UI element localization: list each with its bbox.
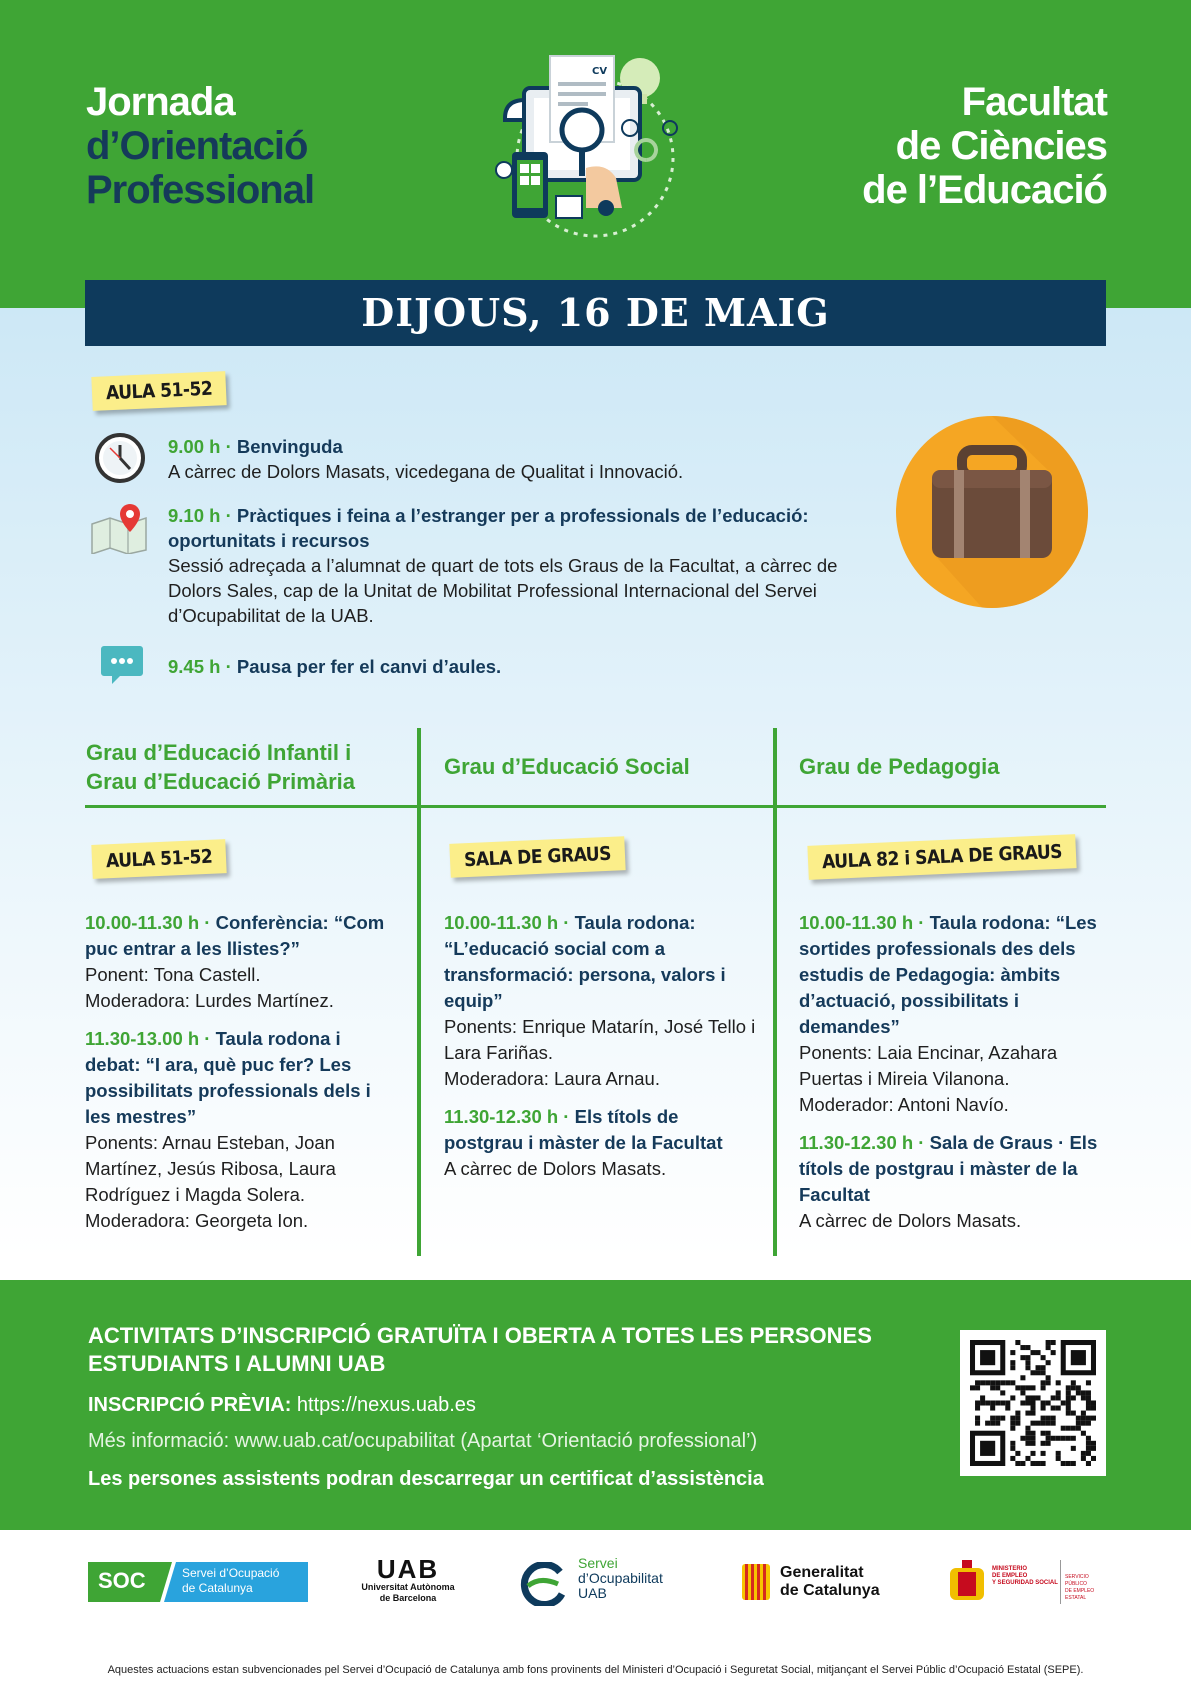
sepe-name [1060, 1560, 1106, 1604]
session-title: Sala de Graus · Els títols de postgrau i màster de la Facultat [799, 1132, 1098, 1205]
gen-name-2: de Catalunya [780, 1582, 880, 1599]
session-line: Ponents: Enrique Matarín, José Tello i Lara Fariñas. [444, 1016, 756, 1063]
generalitat-name [780, 1564, 880, 1600]
so-name-1: Servei [578, 1555, 618, 1571]
ministerio-logo [946, 1556, 1106, 1606]
session-time: 10.00-11.30 h [85, 912, 200, 933]
column-heading-infantil-primaria: Grau d’Educació Infantil i Grau d’Educació Primària [86, 740, 355, 794]
briefcase-icon [892, 412, 1092, 612]
session-line: Moderadora: Georgeta Ion. [85, 1210, 309, 1231]
event-title-line-2: d’Orientació [86, 124, 308, 168]
agenda-desc: Sessió adreçada a l’alumnat de quart de tots els Graus de la Facultat, a càrrec de Dolors Sales, cap de la Unitat de Mobilitat Professional Internacional del Servei d’Ocupabilitat de la UAB. [168, 555, 838, 626]
servei-ocupabilitat-logo [516, 1556, 696, 1606]
registration-line [88, 1392, 476, 1418]
session-title: Taula rodona: “Les sortides professionals des dels estudis de Pedagogia: àmbits d’actuació, possibilitats i demandes” [799, 912, 1097, 1037]
session-item: 11.30-13.00 h · Taula rodona i debat: “I ara, què puc fer? Les possibilitats professionals dels i les mestres” Ponents: Arnau Esteban, Joan Martínez, Jesús Ribosa, Laura Rodríguez i Magda Solera. Moderadora: Georgeta Ion. [85, 1028, 371, 1231]
uab-logo [358, 1556, 458, 1604]
event-title [86, 80, 314, 212]
session-line: Moderador: Antoni Navío. [799, 1094, 1009, 1115]
session-line: A càrrec de Dolors Masats. [444, 1158, 667, 1179]
servei-ocupabilitat-name [578, 1556, 663, 1601]
column-sessions-1 [85, 910, 397, 1246]
session-line: A càrrec de Dolors Masats. [799, 1210, 1022, 1231]
session-title: Taula rodona: “L’educació social com a transformació: persona, valors i equip” [444, 912, 726, 1011]
agenda-item-welcome: 9.00 h · Benvinguda A càrrec de Dolors Masats, vicedegana de Qualitat i Innovació. [168, 434, 868, 484]
session-time: 11.30-12.30 h [444, 1106, 559, 1127]
session-line: Ponents: Arnau Esteban, Joan Martínez, Jesús Ribosa, Laura Rodríguez i Magda Solera. [85, 1132, 336, 1205]
clock-icon [94, 432, 146, 484]
column-sessions-2 [444, 910, 756, 1194]
column-heading-pedagogia: Grau de Pedagogia [799, 754, 1000, 779]
soc-logo [88, 1562, 308, 1602]
session-title: Conferència: “Com puc entrar a les llistes?” [85, 912, 385, 959]
faculty-title-line-2: de Ciències [895, 124, 1107, 168]
room-tag-label: AULA 51-52 [91, 371, 227, 411]
agenda-time: 9.00 h [168, 436, 221, 457]
session-time: 10.00-11.30 h [799, 912, 914, 933]
agenda-item-abroad: 9.10 h · Pràctiques i feina a l’estranger per a professionals de l’educació: oportunitats i recursos Sessió adreçada a l’alumnat de quart de tots els Graus de la Facultat, a càrrec de Dolors Sales, cap de la Unitat de Mobilitat Professional Internacional del Servei d’Ocupabilitat de la UAB. [168, 503, 868, 628]
servei-ocupabilitat-mark [516, 1562, 566, 1606]
soc-logo-abbr: SOC [98, 1568, 146, 1593]
agenda-title: Pràctiques i feina a l’estranger per a professionals de l’educació: oportunitats i recursos [168, 505, 809, 551]
agenda-desc: A càrrec de Dolors Masats, vicedegana de Qualitat i Innovació. [168, 461, 684, 482]
faculty-title-line-3: de l’Educació [862, 168, 1107, 212]
column-header-underline [85, 805, 1106, 808]
so-name-2: d’Ocupabilitat [578, 1570, 663, 1586]
faculty-title-line-1: Facultat [961, 80, 1107, 124]
min-name-2: DE EMPLEO [992, 1573, 1028, 1579]
qr-code[interactable] [960, 1330, 1106, 1476]
generalitat-logo [742, 1562, 902, 1602]
session-item: 11.30-12.30 h · Els títols de postgrau i màster de la Facultat A càrrec de Dolors Masats. [444, 1106, 723, 1179]
svg-text:CV: CV [592, 66, 608, 77]
column-sessions-3 [799, 910, 1111, 1246]
session-time: 11.30-12.30 h [799, 1132, 914, 1153]
agenda-time: 9.10 h [168, 505, 221, 526]
agenda-item-break: 9.45 h · Pausa per fer el canvi d’aules. [168, 656, 502, 677]
room-tag-morning [92, 374, 226, 408]
session-item: 10.00-11.30 h · Conferència: “Com puc entrar a les llistes?” Ponent: Tona Castell. Moderadora: Lurdes Martínez. [85, 912, 385, 1011]
session-time: 11.30-13.00 h [85, 1028, 200, 1049]
soc-logo-name-2: de Catalunya [182, 1581, 253, 1595]
event-title-line-3: Professional [86, 168, 315, 212]
session-line: Moderadora: Laura Arnau. [444, 1068, 660, 1089]
qr-code-pattern [970, 1340, 1096, 1466]
registration-link[interactable]: https://nexus.uab.es [296, 1394, 476, 1416]
sepe-name-1: SERVICIO PÚBLICO [1065, 1574, 1089, 1587]
cv-search-illustration [490, 48, 700, 253]
agenda-title: Pausa per fer el canvi d’aules. [236, 656, 502, 677]
gen-name-1: Generalitat [780, 1564, 864, 1581]
room-tag-label: AULA 51-52 [91, 839, 227, 879]
session-item: 11.30-12.30 h · Sala de Graus · Els títols de postgrau i màster de la Facultat A càrrec de Dolors Masats. [799, 1132, 1098, 1231]
session-item: 10.00-11.30 h · Taula rodona: “Les sortides professionals des dels estudis de Pedagogia: àmbits d’actuació, possibilitats i demandes” Ponents: Laia Encinar, Azahara Puertas i Mireia Vilanona. Moderador: Antoni Navío. [799, 912, 1097, 1115]
agenda-title: Benvinguda [236, 436, 343, 457]
sepe-name-2: DE EMPLEO ESTATAL [1065, 1588, 1095, 1601]
column-heading-social: Grau d’Educació Social [444, 754, 690, 779]
uab-logo-name-2: de Barcelona [379, 1593, 437, 1603]
min-name-3: Y SEGURIDAD SOCIAL [992, 1580, 1058, 1586]
certificate-line: Les persones assistents podran descarregar un certificat d’assistència [88, 1468, 764, 1490]
so-name-3: UAB [578, 1585, 607, 1601]
session-line: Moderadora: Lurdes Martínez. [85, 990, 334, 1011]
room-tag-col-1 [92, 842, 226, 876]
min-name-1: MINISTERIO [992, 1566, 1028, 1572]
uab-logo-abbr: UAB [376, 1554, 440, 1584]
room-tag-col-3 [808, 840, 1076, 874]
session-line: Ponent: Tona Castell. [85, 964, 261, 985]
room-tag-col-2 [450, 840, 625, 874]
soc-logo-name [182, 1566, 279, 1596]
registration-headline: ACTIVITATS D’INSCRIPCIÓ GRATUÏTA I OBERTA A TOTES LES PERSONES ESTUDIANTS I ALUMNI UAB [88, 1323, 872, 1376]
session-title: Els títols de postgrau i màster de la Facultat [444, 1106, 723, 1153]
chat-bubble-icon [100, 644, 144, 686]
session-line: Ponents: Laia Encinar, Azahara Puertas i Mireia Vilanona. [799, 1042, 1058, 1089]
spain-coat-of-arms-mark [946, 1558, 988, 1604]
ministerio-name [992, 1566, 1058, 1587]
room-tag-label: AULA 82 i SALA DE GRAUS [807, 834, 1076, 880]
faculty-title [862, 80, 1107, 212]
soc-logo-name-1: Servei d’Ocupació [182, 1566, 280, 1580]
uab-logo-name-1: Universitat Autònoma [361, 1582, 455, 1592]
session-item: 10.00-11.30 h · Taula rodona: “L’educació social com a transformació: persona, valors i equip” Ponents: Enrique Matarín, José Tello i Lara Fariñas. Moderadora: Laura Arnau. [444, 912, 756, 1089]
map-pin-icon [88, 502, 150, 554]
session-title: Taula rodona i debat: “I ara, què puc fer? Les possibilitats professionals dels i les mestres” [85, 1028, 371, 1127]
room-tag-label: SALA DE GRAUS [449, 836, 625, 878]
event-date: DIJOUS, 16 DE MAIG [85, 280, 1106, 346]
generalitat-mark [742, 1564, 770, 1600]
event-title-line-1: Jornada [86, 80, 235, 124]
more-info-line: Més informació: www.uab.cat/ocupabilitat (Apartat ‘Orientació professional’) [88, 1430, 758, 1452]
session-time: 10.00-11.30 h [444, 912, 559, 933]
funding-note: Aquestes actuacions estan subvencionades pel Servei d’Ocupació de Catalunya amb fons provinents del Ministeri d’Ocupació i Seguretat Social, mitjançant el Servei Públic d’Ocupació Estatal (SEPE). [107, 1664, 1084, 1676]
agenda-time: 9.45 h [168, 656, 221, 677]
registration-label: INSCRIPCIÓ PRÈVIA: [88, 1394, 292, 1416]
